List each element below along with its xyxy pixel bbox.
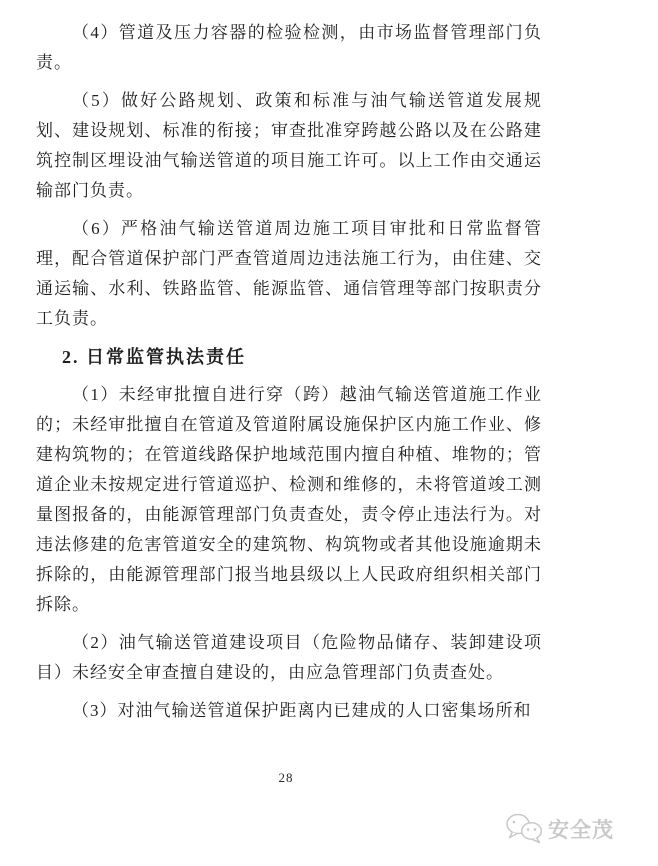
brand-watermark (505, 812, 614, 845)
page-number: 28 (278, 770, 294, 785)
paragraph-item-6: （6）严格油气输送管道周边施工项目审批和日常监督管理，配合管道保护部门严查管道周边违法施工行为，由住建、交通运输、水利、铁路监管、能源监管、通信管理等部门按职责分工负责。 (36, 219, 542, 328)
brand-name: 安全茂 (548, 818, 614, 842)
document-body (36, 18, 542, 734)
paragraph-item-3: （3）对油气输送管道保护距离内已建成的人口密集场所和 (72, 701, 532, 720)
paragraph-item-2: （2）油气输送管道建设项目（危险物品储存、装卸建设项目）未经安全审查擅自建设的，由应急管理部门负责查处。 (36, 633, 542, 682)
paragraph-item-4: （4）管道及压力容器的检验检测，由市场监督管理部门负责。 (36, 23, 542, 72)
section-heading: 2. 日常监管执法责任 (62, 347, 246, 367)
wechat-icon (505, 812, 543, 845)
paragraph-item-1: （1）未经审批擅自进行穿（跨）越油气输送管道施工作业的；未经审批擅自在管道及管道附属设施保护区内施工作业、修建构筑物的；在管道线路保护地域范围内擅自种植、堆物的；管道企业未按规定进行管道巡护、检测和维修的，未将管道竣工测量图报备的，由能源管理部门负责查处，责令停止违法行为。对违法修建的危害管道安全的建筑物、构筑物或者其他设施逾期未拆除的，由能源管理部门报当地县级以上人民政府组织相关部门拆除。 (36, 385, 542, 614)
paragraph-item-5: （5）做好公路规划、政策和标准与油气输送管道发展规划、建设规划、标准的衔接；审查批准穿跨越公路以及在公路建筑控制区埋设油气输送管道的项目施工许可。以上工作由交通运输部门负责。 (36, 91, 542, 200)
